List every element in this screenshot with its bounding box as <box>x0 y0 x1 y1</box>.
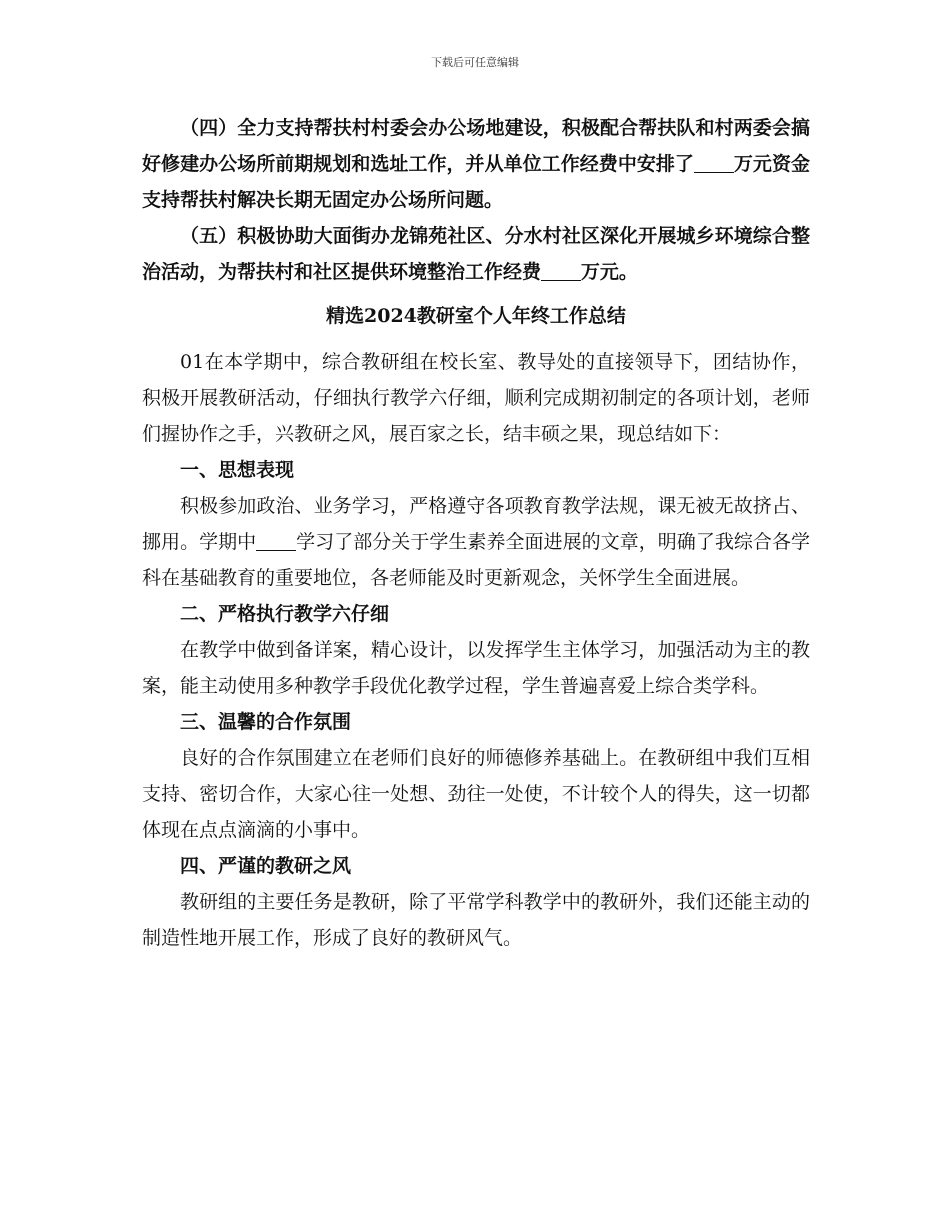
heading-research: 四、严谨的教研之风 <box>180 855 352 877</box>
intro-paragraph: 01在本学期中，综合教研组在校长室、教导处的直接领导下，团结协作，积极开展教研活动，仔细执行教学六仔细，顺利完成期初制定的各项计划，老师们握协作之手，兴教研之风，展百家之长，结丰硕之果，现总结如下： <box>142 351 810 445</box>
thought-text-end: 学习了部分关于学生素养全面进展的文章，明确了我综合各学科在基础教育的重要地位，各老师能及时更新观念，关怀学生全面进展。 <box>142 531 810 589</box>
fill-in-blank <box>694 153 734 173</box>
heading-thought: 一、思想表现 <box>180 459 295 481</box>
thought-paragraph <box>142 488 810 596</box>
document-body <box>142 110 810 956</box>
section-four-text: （四）全力支持帮扶村村委会办公场地建设，积极配合帮扶队和村两委会搞好修建办公场所前期规划和选址工作，并从单位工作经费中安排了 <box>142 117 810 175</box>
section-four-paragraph <box>142 110 810 218</box>
research-paragraph: 教研组的主要任务是教研，除了平常学科教学中的教研外，我们还能主动的制造性地开展工作，形成了良好的教研风气。 <box>142 891 810 949</box>
article-title: 精选2024教研室个人年终工作总结 <box>326 305 626 327</box>
cooperation-paragraph: 良好的合作氛围建立在老师们良好的师德修养基础上。在教研组中我们互相支持、密切合作，大家心往一处想、劲往一处使，不计较个人的得失，这一切都体现在点点滴滴的小事中。 <box>142 747 810 841</box>
teaching-paragraph: 在教学中做到备详案，精心设计，以发挥学生主体学习，加强活动为主的教案，能主动使用多种教学手段优化教学过程，学生普遍喜爱上综合类学科。 <box>142 639 810 697</box>
section-four-text-end: 万元资金支持帮扶村解决长期无固定办公场所问题。 <box>142 153 810 211</box>
heading-teaching: 二、严格执行教学六仔细 <box>180 603 390 625</box>
fill-in-blank <box>256 531 296 551</box>
section-five-text: （五）积极协助大面街办龙锦苑社区、分水村社区深化开展城乡环境综合整治活动，为帮扶村和社区提供环境整治工作经费 <box>142 225 810 283</box>
section-five-text-end: 万元。 <box>580 261 638 283</box>
page-header-note: 下载后可任意编辑 <box>431 56 519 69</box>
heading-cooperation: 三、温馨的合作氛围 <box>180 711 352 733</box>
fill-in-blank <box>541 261 581 281</box>
thought-text: 积极参加政治、业务学习，严格遵守各项教育教学法规，课无被无故挤占、挪用。学期中 <box>142 495 810 553</box>
section-five-paragraph <box>142 218 810 290</box>
